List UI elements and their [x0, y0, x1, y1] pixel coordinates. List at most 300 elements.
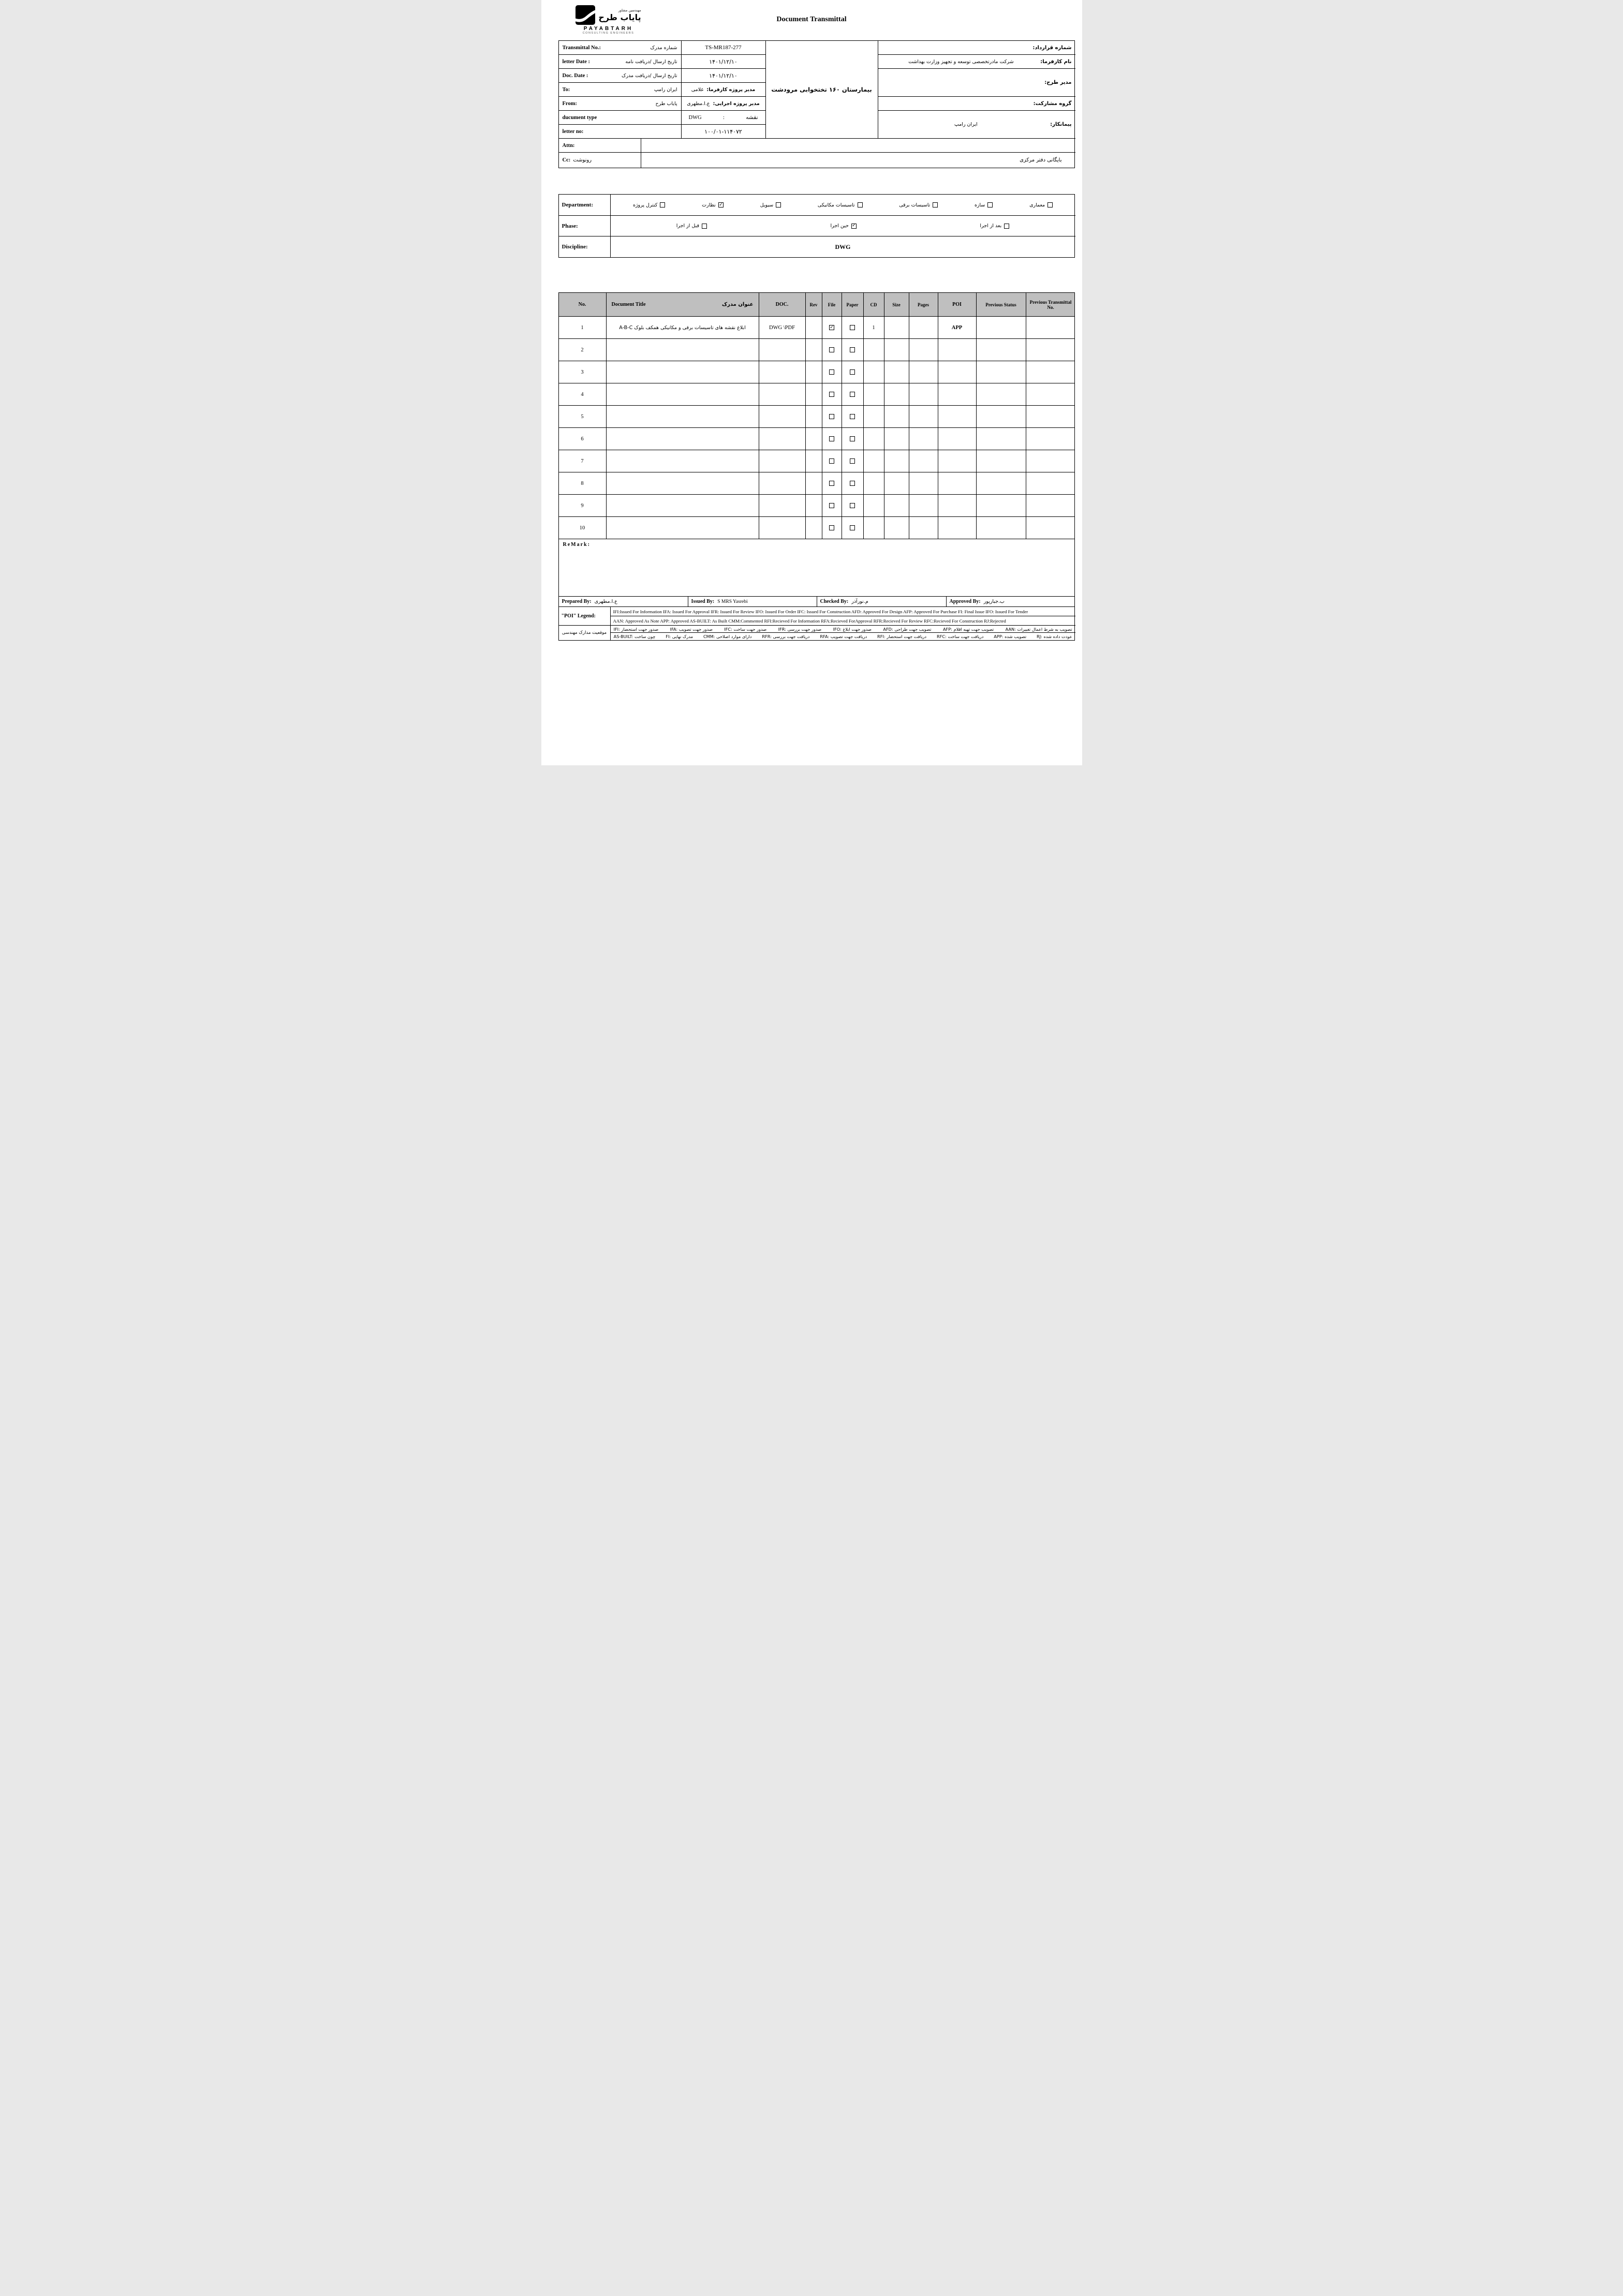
- checkbox-item-structure: [975, 202, 993, 208]
- discipline-value: DWG: [835, 243, 851, 250]
- cell-poi: [938, 339, 977, 361]
- cell-title: [607, 428, 759, 450]
- cell-no: 8: [559, 472, 607, 494]
- table-row: [559, 361, 1074, 383]
- structure-checkbox[interactable]: [987, 202, 993, 208]
- attn-row: [559, 139, 1075, 153]
- cell-prev-transmittal: [1026, 450, 1075, 472]
- table-row: [559, 517, 1074, 539]
- legend-item: AAN: تصویب به شرط اعمال تغییرات: [1005, 626, 1072, 632]
- header-size: Size: [884, 293, 909, 316]
- paper-checkbox[interactable]: [850, 458, 855, 464]
- legend-item: IFO: صدور جهت ابلاغ: [833, 626, 872, 632]
- transmittal-info-table: [558, 40, 1075, 168]
- cell-file: [822, 495, 842, 516]
- legend-fa-row-1: [611, 626, 1075, 633]
- file-checkbox[interactable]: [829, 436, 834, 441]
- checked-by-cell: [817, 597, 947, 606]
- legend-item: AS-BUILT: چون ساخت: [613, 634, 656, 639]
- cell-paper: [842, 472, 864, 494]
- cell-pages: [909, 383, 938, 405]
- file-checkbox[interactable]: [829, 414, 834, 419]
- cell-file: [822, 317, 842, 338]
- table-row: [559, 472, 1074, 495]
- letter-date-value: ۱۴۰۱/۱۲/۱۰: [682, 55, 766, 69]
- cell-poi: [938, 495, 977, 516]
- cell-prev-status: [977, 428, 1026, 450]
- contract-no-cell: [878, 41, 1075, 55]
- cell-poi: [938, 383, 977, 405]
- legend-item: RJ: عودت داده شده: [1037, 634, 1072, 639]
- cell-prev-status: [977, 472, 1026, 494]
- exec-pm-value: ع.ا.مطهری: [687, 100, 710, 107]
- checked-by-value: م.نورآذر: [851, 599, 868, 604]
- cell-title: ابلاغ نقشه های تاسیسات برقی و مکانیکی همکف بلوک A-B-C: [607, 317, 759, 338]
- cell-size: [884, 517, 909, 539]
- cell-size: [884, 361, 909, 383]
- cell-no: 2: [559, 339, 607, 361]
- project-manager-label: مدیر طرح:: [1044, 80, 1072, 85]
- cell-doc: [759, 495, 806, 516]
- cell-prev-transmittal: [1026, 406, 1075, 427]
- file-checkbox[interactable]: [829, 458, 834, 464]
- doc-type-value-en: DWG: [688, 114, 702, 121]
- checkbox-item-after-execution: [980, 223, 1009, 229]
- file-checkbox[interactable]: [829, 525, 834, 530]
- cell-prev-status: [977, 495, 1026, 516]
- cc-label-en: Cc:: [562, 157, 571, 163]
- legend-fa-label: موقعیت مدارک مهندسی: [559, 626, 611, 640]
- contract-no-label: شماره قرارداد:: [1032, 45, 1072, 51]
- cell-size: [884, 406, 909, 427]
- checkbox-item-architecture: [1029, 202, 1053, 208]
- approved-by-label: Approved By:: [949, 599, 981, 604]
- header-cd: CD: [864, 293, 884, 316]
- cell-rev: [806, 495, 822, 516]
- discipline-label: Discipline:: [559, 236, 611, 257]
- signature-row: [559, 597, 1074, 607]
- cell-prev-status: [977, 383, 1026, 405]
- logo-name-en: PAYABTARH: [583, 26, 633, 32]
- doc-type-label: ducument type: [562, 114, 597, 121]
- doc-type-value-cell: [682, 111, 766, 125]
- checkbox-label: حین اجرا: [830, 223, 849, 229]
- cell-prev-transmittal: [1026, 517, 1075, 539]
- cell-doc: [759, 450, 806, 472]
- paper-checkbox[interactable]: [850, 414, 855, 419]
- project-name: بیمارستان ۱۶۰ تختخوابی مرودشت: [766, 41, 878, 139]
- cell-paper: [842, 383, 864, 405]
- cell-title: [607, 495, 759, 516]
- document-transmittal-page: [541, 0, 1082, 765]
- cell-poi: [938, 517, 977, 539]
- file-checkbox[interactable]: [829, 369, 834, 375]
- legend-item: RFA: دریافت جهت تصویب: [820, 634, 867, 639]
- cc-label-fa: رونوشت: [573, 157, 592, 163]
- approved-by-value: ب.جبارپور: [983, 599, 1005, 604]
- cc-label-cell: [559, 153, 641, 168]
- paper-checkbox[interactable]: [850, 347, 855, 352]
- legend-item: CMM: دارای موارد اصلاحی: [703, 634, 752, 639]
- doc-date-label-fa: تاریخ ارسال /دریافت مدرک: [621, 72, 677, 79]
- table-row: [559, 428, 1074, 450]
- client-name-label: نام کارفرما:: [1040, 58, 1072, 65]
- logo-subtitle: CONSULTING ENGINEERS: [582, 32, 635, 35]
- project-manager-cell: [878, 69, 1075, 97]
- client-pm-label: مدیر پروژه کارفرما:: [706, 86, 756, 93]
- cell-pages: [909, 361, 938, 383]
- table-row: [559, 406, 1074, 428]
- cell-pages: [909, 517, 938, 539]
- checked-by-label: Checked By:: [820, 599, 849, 604]
- cell-size: [884, 339, 909, 361]
- paper-checkbox[interactable]: [850, 525, 855, 530]
- cell-poi: [938, 428, 977, 450]
- from-cell: [559, 97, 682, 111]
- poi-legend: [559, 607, 1074, 640]
- prepared-by-label: Prepared By:: [562, 599, 592, 604]
- cell-no: 1: [559, 317, 607, 338]
- header-file: File: [822, 293, 842, 316]
- legend-item: RFR: دریافت جهت بررسی: [762, 634, 810, 639]
- cell-paper: [842, 495, 864, 516]
- jv-group-label: گروه مشارکت:: [1033, 100, 1072, 107]
- cell-pages: [909, 450, 938, 472]
- file-checkbox[interactable]: [829, 347, 834, 352]
- file-checkbox[interactable]: [829, 392, 834, 397]
- project-control-checkbox[interactable]: [660, 202, 665, 208]
- cell-no: 4: [559, 383, 607, 405]
- cell-cd: [864, 383, 884, 405]
- cc-right-note: بایگانی دفتر مرکزی: [1020, 157, 1062, 163]
- contractor-value: ایران رامپ: [954, 122, 978, 127]
- cell-prev-transmittal: [1026, 383, 1075, 405]
- cell-title: [607, 361, 759, 383]
- attn-label-cell: [559, 139, 641, 152]
- department-label: Department:: [559, 195, 611, 216]
- table-header: [559, 293, 1074, 317]
- from-label: From:: [562, 100, 577, 107]
- prepared-by-value: ع.ا.مطهری: [594, 599, 617, 604]
- checkbox-item-mechanical: [818, 202, 863, 208]
- file-checkbox[interactable]: [829, 503, 834, 508]
- after-execution-checkbox[interactable]: [1004, 224, 1009, 229]
- cell-doc: [759, 339, 806, 361]
- cell-size: [884, 472, 909, 494]
- remark-section: [559, 539, 1074, 597]
- prepared-by-cell: [559, 597, 688, 606]
- cell-paper: [842, 317, 864, 338]
- legend-item: IFA: صدور جهت تصویب: [670, 626, 713, 632]
- cell-pages: [909, 472, 938, 494]
- poi-legend-label: "POI" Legend:: [559, 607, 611, 626]
- header-paper: Paper: [842, 293, 864, 316]
- paper-checkbox[interactable]: [850, 503, 855, 508]
- doc-type-value-fa: نقشه: [746, 114, 758, 121]
- table-row: [559, 495, 1074, 517]
- cell-prev-transmittal: [1026, 361, 1075, 383]
- legend-item: IFI: صدور جهت استحضار: [613, 626, 659, 632]
- checkbox-item-supervision: [702, 202, 724, 208]
- cc-row: [559, 153, 1075, 168]
- cell-doc: [759, 517, 806, 539]
- paper-checkbox[interactable]: [850, 392, 855, 397]
- page-title: Document Transmittal: [776, 16, 847, 23]
- during-execution-checkbox[interactable]: ✓: [852, 223, 856, 228]
- cell-cd: [864, 361, 884, 383]
- cell-cd: [864, 406, 884, 427]
- cell-poi: APP: [938, 317, 977, 338]
- paper-checkbox[interactable]: [850, 481, 855, 486]
- classification-table: [558, 194, 1075, 258]
- logo-name-fa: پایاب طرح: [598, 12, 641, 22]
- to-cell: [559, 83, 682, 97]
- checkbox-item-civil: [760, 202, 781, 208]
- doc-date-label-cell: [559, 69, 682, 83]
- mechanical-checkbox[interactable]: [858, 202, 863, 208]
- cell-no: 6: [559, 428, 607, 450]
- legend-item: APP: تصویب شده: [994, 634, 1027, 639]
- cell-pages: [909, 339, 938, 361]
- cell-no: 3: [559, 361, 607, 383]
- cell-pages: [909, 406, 938, 427]
- legend-item: AFP: تصویب جهت تهیه اقلام: [942, 626, 994, 632]
- issued-by-value: S MRS Yasrebi: [717, 599, 748, 604]
- cell-no: 10: [559, 517, 607, 539]
- letter-date-label-fa: تاریخ ارسال /دریافت نامه: [625, 58, 677, 65]
- checkbox-label: تاسیسات برقی: [899, 202, 931, 208]
- legend-item: FI: مدرک نهایی: [666, 634, 694, 639]
- legend-fa-row-2: [611, 633, 1075, 640]
- doc-date-value: ۱۴۰۱/۱۲/۱۰: [682, 69, 766, 83]
- paper-checkbox[interactable]: [850, 369, 855, 375]
- cell-prev-status: [977, 317, 1026, 338]
- table-row: [559, 339, 1074, 361]
- header-no: No.: [559, 293, 607, 316]
- cell-prev-status: [977, 450, 1026, 472]
- checkbox-label: معماری: [1029, 202, 1045, 208]
- cell-cd: [864, 472, 884, 494]
- cell-rev: [806, 472, 822, 494]
- cell-file: [822, 406, 842, 427]
- remark-label: ReMark:: [563, 542, 591, 547]
- contractor-cell: [878, 111, 1075, 139]
- letter-date-label-cell: [559, 55, 682, 69]
- checkbox-label: کنترل پروژه: [632, 202, 658, 208]
- checkbox-item-before-execution: [676, 223, 707, 229]
- table-row: [559, 450, 1074, 472]
- cell-prev-transmittal: [1026, 339, 1075, 361]
- cell-title: [607, 450, 759, 472]
- cell-rev: [806, 383, 822, 405]
- letter-no-value: ۱۰۰/۰۱-۱۱۴۰۷۲: [682, 125, 766, 139]
- letter-date-label-en: letter Date :: [562, 58, 590, 65]
- cell-size: [884, 450, 909, 472]
- cell-prev-transmittal: [1026, 317, 1075, 338]
- cell-title: [607, 339, 759, 361]
- document-list-table: [558, 292, 1075, 641]
- cell-prev-status: [977, 406, 1026, 427]
- doc-type-label-cell: [559, 111, 682, 125]
- attn-value: [641, 139, 1075, 152]
- cell-paper: [842, 361, 864, 383]
- architecture-checkbox[interactable]: [1047, 202, 1053, 208]
- exec-pm-label: مدیر پروژه اجرایی:: [713, 100, 760, 107]
- paper-checkbox[interactable]: [850, 436, 855, 441]
- paper-checkbox[interactable]: [850, 325, 855, 330]
- phase-label: Phase:: [559, 216, 611, 236]
- cell-poi: [938, 472, 977, 494]
- civil-checkbox[interactable]: [776, 202, 781, 208]
- checkbox-label: قبل از اجرا: [676, 223, 700, 229]
- legend-en-row-2: AAN: Approved As Note APP: Approved AS-BUILT: As Built CMM:Commented RFI:Recieved For Information RFA:Recieved ForApproval RFR:Recieved For Review RFC:Recieved For Construction RJ:Rejected: [611, 616, 1075, 626]
- cell-size: [884, 317, 909, 338]
- cell-pages: [909, 428, 938, 450]
- cell-title: [607, 406, 759, 427]
- legend-en-row-1: IFI:Issued For Information IFA: Issued For Approval IFR: Issued For Review IFO: Issued For Order IFC: Issued For Construction AFD: Approved For Design AFP: Approved For Purchase FI: Final Issue IFO: Issued For Tender: [611, 607, 1075, 616]
- cell-file: [822, 383, 842, 405]
- cell-no: 9: [559, 495, 607, 516]
- cell-cd: [864, 450, 884, 472]
- from-value: پایاب طرح: [655, 100, 677, 107]
- cell-title: [607, 383, 759, 405]
- cell-doc: [759, 406, 806, 427]
- header-poi: POI: [938, 293, 977, 316]
- cell-cd: [864, 339, 884, 361]
- cell-file: [822, 339, 842, 361]
- header-title-fa: عنوان مدرک: [721, 302, 754, 307]
- cell-prev-transmittal: [1026, 472, 1075, 494]
- issued-by-cell: [688, 597, 817, 606]
- cell-paper: [842, 406, 864, 427]
- logo-tagline: مهندسین مشاور: [618, 8, 641, 12]
- cell-file: [822, 428, 842, 450]
- transmittal-no-label-fa: شماره مدرک: [650, 45, 677, 51]
- cell-no: 7: [559, 450, 607, 472]
- before-execution-checkbox[interactable]: [702, 224, 707, 229]
- transmittal-no-label-en: Transmittal No.:: [562, 45, 601, 51]
- cell-rev: [806, 339, 822, 361]
- cell-poi: [938, 450, 977, 472]
- cell-prev-status: [977, 339, 1026, 361]
- doc-date-label-en: Doc. Date :: [562, 72, 588, 79]
- approved-by-cell: [947, 597, 1075, 606]
- cell-title: [607, 472, 759, 494]
- cell-pages: [909, 495, 938, 516]
- transmittal-no-label-cell: [559, 41, 682, 55]
- client-pm-value: غلامی: [691, 86, 704, 93]
- letter-no-label-cell: [559, 125, 682, 139]
- to-value: ایران رامپ: [654, 86, 677, 93]
- legend-item: AFD: تصویب جهت طراحی: [883, 626, 932, 632]
- doc-type-colon: :: [722, 114, 725, 121]
- to-label: To:: [562, 86, 570, 93]
- issued-by-label: Issued By:: [691, 599, 715, 604]
- supervision-checkbox[interactable]: ✓: [719, 202, 723, 208]
- header-title: [607, 293, 759, 316]
- cell-no: 5: [559, 406, 607, 427]
- cell-cd: [864, 517, 884, 539]
- cell-rev: [806, 517, 822, 539]
- legend-item: IFC: صدور جهت ساخت: [724, 626, 767, 632]
- client-pm-cell: [682, 83, 766, 97]
- cell-poi: [938, 406, 977, 427]
- cell-pages: [909, 317, 938, 338]
- exec-pm-cell: [682, 97, 766, 111]
- table-row: [559, 383, 1074, 406]
- legend-item: RFI: دریافت جهت استحضار: [877, 634, 927, 639]
- letter-no-label: letter no:: [562, 128, 584, 135]
- cell-prev-transmittal: [1026, 428, 1075, 450]
- attn-label: Attn:: [562, 142, 575, 149]
- cell-file: [822, 450, 842, 472]
- electrical-checkbox[interactable]: [933, 202, 938, 208]
- cell-paper: [842, 339, 864, 361]
- cell-cd: [864, 495, 884, 516]
- cell-doc: [759, 428, 806, 450]
- header-prev-transmittal: Previous Transmittal No.: [1029, 299, 1072, 310]
- cell-rev: [806, 406, 822, 427]
- cell-paper: [842, 450, 864, 472]
- transmittal-no-value: TS-MR187-277: [682, 41, 766, 55]
- file-checkbox[interactable]: ✓: [830, 324, 834, 330]
- cell-file: [822, 472, 842, 494]
- cell-size: [884, 428, 909, 450]
- contractor-label: پیمانکار:: [1050, 122, 1072, 127]
- file-checkbox[interactable]: [829, 481, 834, 486]
- table-row: [559, 317, 1074, 339]
- legend-item: IFR: صدور جهت بررسی: [778, 626, 822, 632]
- client-name-value: شرکت مادرتخصصی توسعه و تجهیز وزارت بهداشت: [908, 58, 1014, 65]
- cell-rev: [806, 317, 822, 338]
- cell-prev-status: [977, 517, 1026, 539]
- header-rev: Rev: [806, 293, 822, 316]
- client-name-cell: [878, 55, 1075, 69]
- cell-rev: [806, 428, 822, 450]
- cell-file: [822, 361, 842, 383]
- cell-paper: [842, 517, 864, 539]
- cell-file: [822, 517, 842, 539]
- cell-size: [884, 383, 909, 405]
- checkbox-label: نظارت: [702, 202, 716, 208]
- header-prev-status: Previous Status: [977, 293, 1026, 316]
- cell-doc: [759, 472, 806, 494]
- checkbox-label: سیویل: [760, 202, 774, 208]
- checkbox-item-project-control: [633, 202, 665, 208]
- cell-prev-transmittal: [1026, 495, 1075, 516]
- cell-rev: [806, 450, 822, 472]
- cell-doc: DWG \PDF: [759, 317, 806, 338]
- checkbox-item-during-execution: [831, 223, 857, 229]
- cell-cd: 1: [864, 317, 884, 338]
- checkbox-label: سازه: [974, 202, 985, 208]
- jv-group-cell: [878, 97, 1075, 111]
- department-items: [611, 195, 1075, 216]
- header-doc: DOC.: [759, 293, 806, 316]
- checkbox-label: بعد از اجرا: [980, 223, 1002, 229]
- cell-size: [884, 495, 909, 516]
- cell-rev: [806, 361, 822, 383]
- checkbox-item-electrical: [899, 202, 938, 208]
- cell-title: [607, 517, 759, 539]
- cell-prev-status: [977, 361, 1026, 383]
- cell-paper: [842, 428, 864, 450]
- cell-doc: [759, 361, 806, 383]
- header-pages: Pages: [909, 293, 938, 316]
- cell-cd: [864, 428, 884, 450]
- cell-poi: [938, 361, 977, 383]
- cell-doc: [759, 383, 806, 405]
